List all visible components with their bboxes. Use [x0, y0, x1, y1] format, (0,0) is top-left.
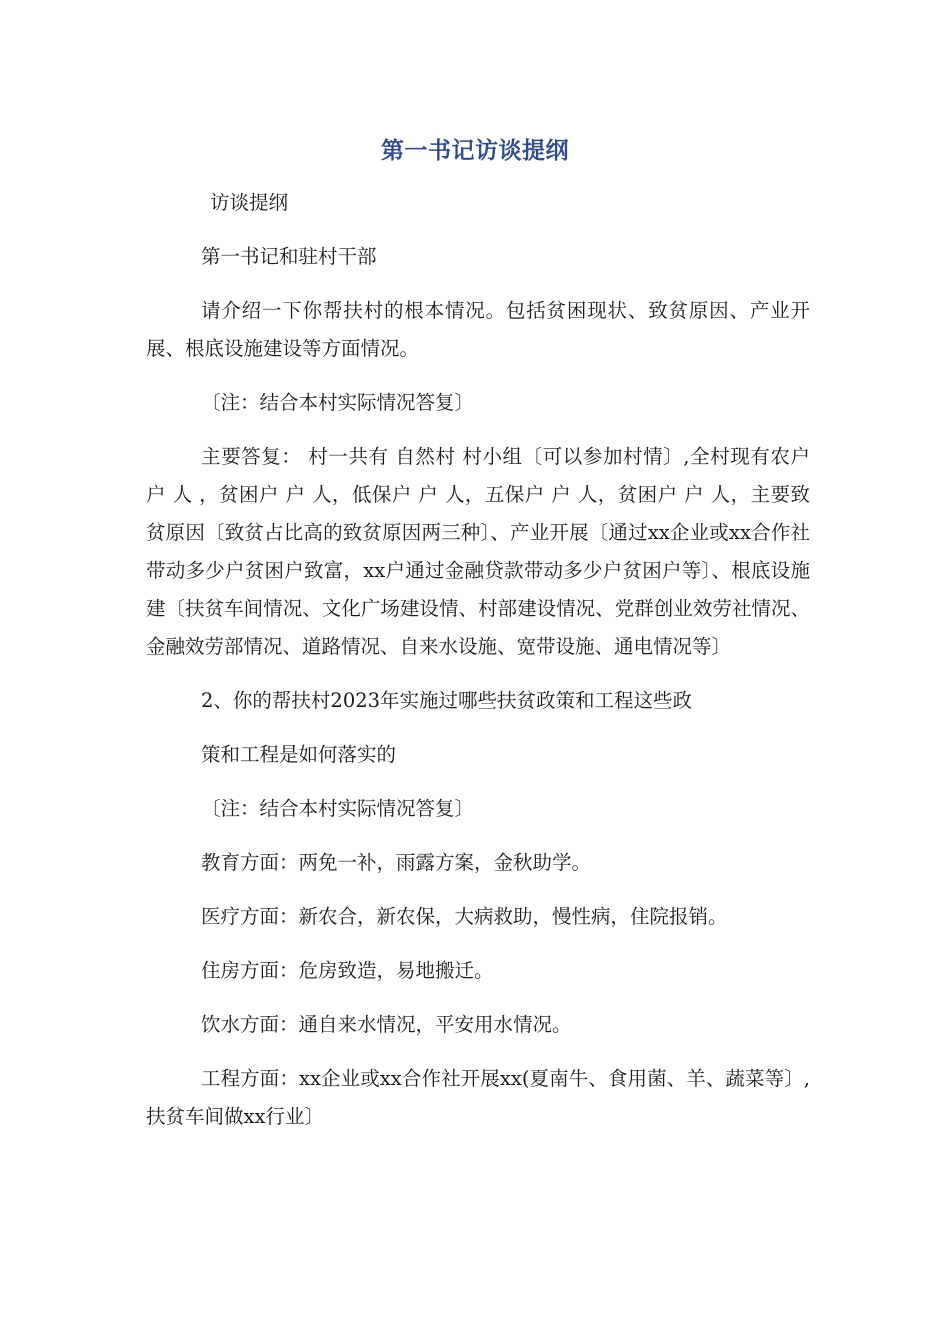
paragraph-interviewees: 第一书记和驻村干部	[201, 245, 377, 268]
paragraph-education: 教育方面：两免一补，雨露方案，金秋助学。	[201, 851, 592, 874]
paragraph-main-answer: 主要答复： 村一共有 自然村 村小组〔可以参加村情〕,全村现有农户 户 人 ，贫困户 户 人，低保户 户 人，五保户 户 人，贫困户 户 人，主要致贫原因〔致贫占比高的致贫原因两三种〕、产业开展〔通过xx企业或xx合作社带动多少户贫困户致富，xx户通过金融贷款带动多少户贫困户等〕、根底设施建〔扶贫车间情况、文化广场建设情、村部建设情况、党群创业效劳社情况、金融效劳部情况、道路情况、自来水设施、宽带设施、通电情况等〕	[146, 445, 810, 658]
paragraph-projects: 工程方面：xx企业或xx合作社开展xx(夏南牛、食用菌、羊、蔬菜等〕,扶贫车间做xx行业〕	[146, 1067, 810, 1128]
document-body	[146, 184, 810, 1152]
paragraph-outline-heading: 访谈提纲	[210, 191, 289, 214]
document-title: 第一书记访谈提纲	[381, 138, 569, 164]
paragraph-question-1: 请介绍一下你帮扶村的根本情况。包括贫困现状、致贫原因、产业开展、根底设施建设等方面情况。	[146, 299, 810, 360]
paragraph-water: 饮水方面：通自来水情况，平安用水情况。	[201, 1013, 572, 1036]
paragraph-note-2: 〔注：结合本村实际情况答复〕	[201, 797, 475, 820]
paragraph-question-2-part-1: 2、你的帮扶村2023年实施过哪些扶贫政策和工程这些政	[201, 689, 693, 712]
paragraph-medical: 医疗方面：新农合，新农保，大病救助，慢性病，住院报销。	[201, 905, 728, 928]
paragraph-housing: 住房方面：危房致造，易地搬迁。	[201, 959, 494, 982]
paragraph-question-2-part-2: 策和工程是如何落实的	[201, 743, 397, 766]
paragraph-note-1: 〔注：结合本村实际情况答复〕	[201, 391, 475, 414]
